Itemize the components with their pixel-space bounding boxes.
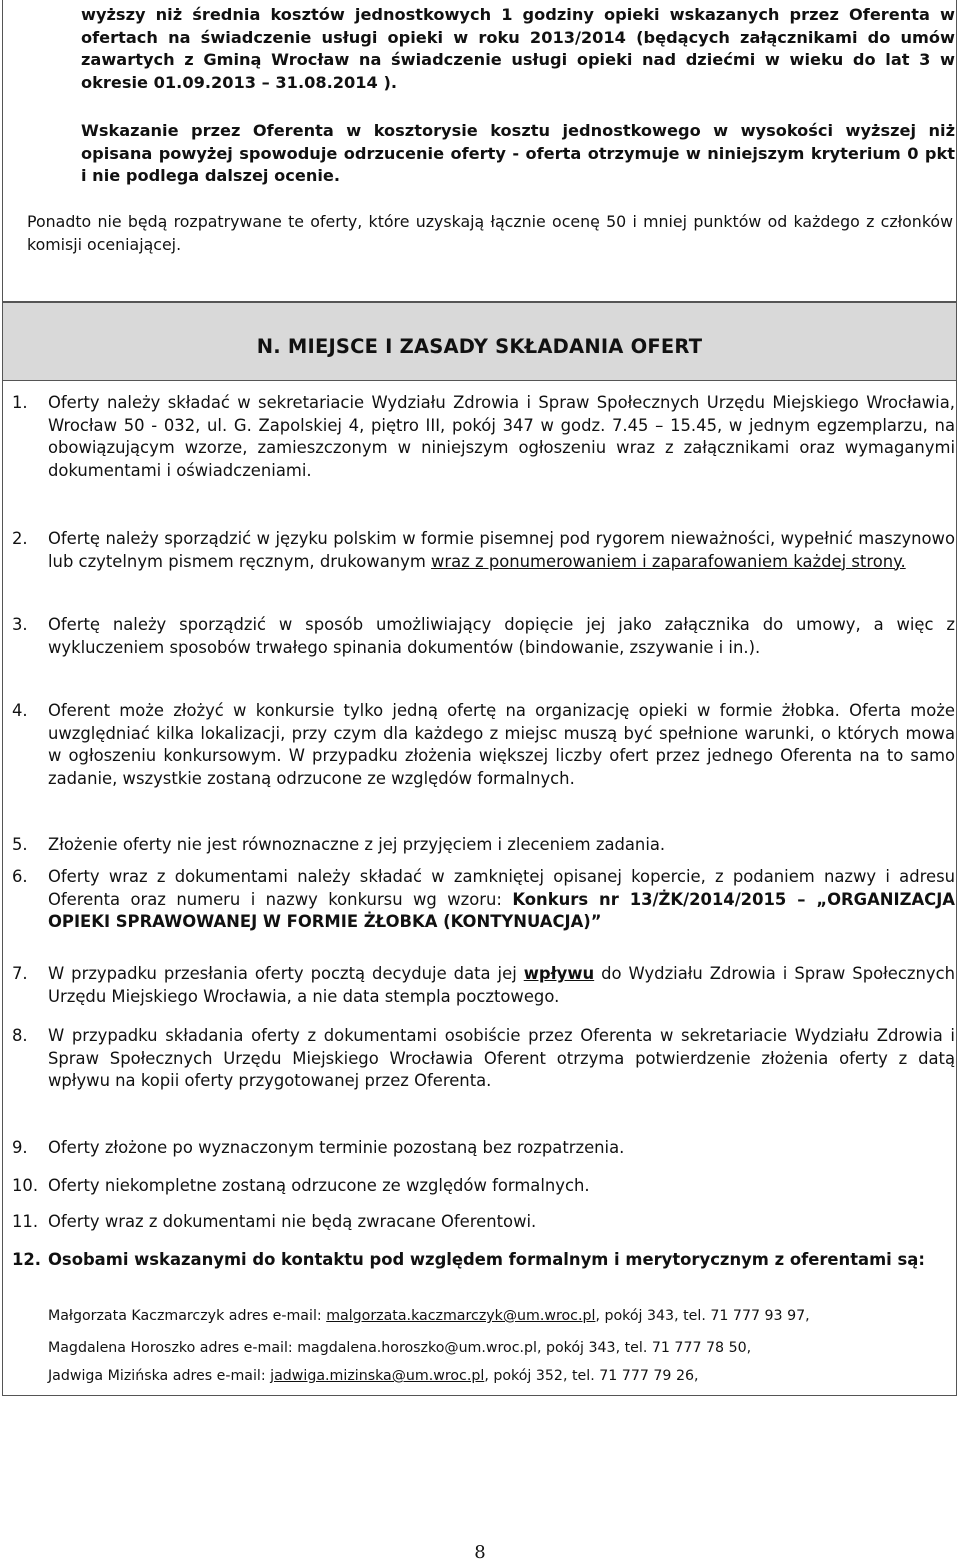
contact-details: , pokój 352, tel. 71 777 79 26,	[484, 1368, 699, 1384]
list-item-2	[12, 528, 955, 573]
item-text-part: Oferty wraz z dokumentami należy składać w zamkniętej opisanej kopercie, z podaniem nazwy i adresu Oferenta oraz numeru i nazwy konkursu wg wzoru:	[48, 867, 955, 909]
item-number: 6.	[12, 867, 28, 886]
item-number: 3.	[12, 615, 28, 634]
list-item-1	[12, 392, 955, 482]
section-n-box	[2, 302, 957, 1396]
item-text: Oferty złożone po wyznaczonym terminie pozostaną bez rozpatrzenia.	[48, 1138, 625, 1157]
list-item-9	[12, 1137, 955, 1160]
item-text: Złożenie oferty nie jest równoznaczne z jej przyjęciem i zleceniem zadania.	[48, 835, 666, 854]
item-number: 5.	[12, 835, 28, 854]
item-number: 10.	[12, 1176, 39, 1195]
section-title: N. MIEJSCE I ZASADY SKŁADANIA OFERT	[256, 335, 703, 358]
section-header	[3, 303, 956, 381]
item-text: Oferty należy składać w sekretariacie Wydziału Zdrowia i Spraw Społecznych Urzędu Miejskiego Wrocławia, Wrocław 50 - 032, ul. G. Zapolskiej 4, piętro III, pokój 347 w godz. 7.45 – 15.45, w jednym egzemplarzu, na obowiązującym wzorze, zamieszczonym w niniejszym ogłoszeniu wraz z załącznikami oraz wymaganymi dokumentami i oświadczeniami.	[48, 393, 955, 480]
email-link[interactable]: jadwiga.mizinska@um.wroc.pl	[270, 1368, 485, 1384]
list-item-11	[12, 1211, 955, 1234]
item-text: W przypadku składania oferty z dokumentami osobiście przez Oferenta w sekretariacie Wydziału Zdrowia i Spraw Społecznych Urzędu Miejskiego Wrocławia Oferent otrzyma potwierdzenie złożenia oferty z datą wpływu na kopii oferty przygotowanej przez Oferenta.	[48, 1026, 955, 1090]
list-item-6	[12, 866, 955, 934]
item-text-part: Ofertę należy sporządzić w języku polskim w formie pisemnej pod rygorem nieważności, wypełnić maszynowo lub czytelnym pismem ręcznym, drukowanym	[48, 529, 955, 571]
item-number: 9.	[12, 1138, 28, 1157]
contact-line	[48, 1368, 699, 1384]
list-item-7	[12, 963, 955, 1008]
list-item-8	[12, 1025, 955, 1093]
list-item-5	[12, 834, 955, 857]
item-number: 11.	[12, 1212, 39, 1231]
criteria-box	[2, 0, 957, 302]
criteria-rejection-paragraph: Wskazanie przez Oferenta w kosztorysie kosztu jednostkowego w wysokości wyższej niż opisana powyżej spowoduje odrzucenie oferty - oferta otrzymuje w niniejszym kryterium 0 pkt i nie podlega dalszej ocenie.	[81, 121, 955, 185]
item-text-part: do Wydziału Zdrowia i Spraw Społecznych Urzędu Miejskiego Wrocławia, a nie data stempla pocztowego.	[48, 964, 955, 1006]
contest-name: Konkurs nr 13/ŻK/2014/2015 – „ORGANIZACJA OPIEKI SPRAWOWANEJ W FORMIE ŻŁOBKA (KONTYNUACJA)”	[48, 889, 955, 931]
item-number: 8.	[12, 1026, 28, 1045]
list-item-10	[12, 1175, 955, 1198]
page-number: 8	[474, 1542, 486, 1563]
item-number: 4.	[12, 701, 28, 720]
email-text: magdalena.horoszko@um.wroc.pl	[297, 1340, 537, 1356]
item-text	[48, 866, 955, 934]
contact-line	[48, 1340, 751, 1356]
list-item-12	[12, 1249, 955, 1272]
item-text-underlined: wraz z ponumerowaniem i zaparafowaniem każdej strony.	[431, 551, 906, 571]
item-number: 7.	[12, 964, 28, 983]
contact-details: , pokój 343, tel. 71 777 93 97,	[595, 1308, 810, 1324]
contact-name: Jadwiga Mizińska adres e-mail:	[48, 1368, 271, 1384]
item-text: Oferty wraz z dokumentami nie będą zwracane Oferentowi.	[48, 1212, 537, 1231]
email-link[interactable]: malgorzata.kaczmarczyk@um.wroc.pl	[326, 1308, 596, 1324]
item-text: Oferent może złożyć w konkursie tylko jedną ofertę na organizację opieki w formie żłobka. Oferta może uwzględniać kilka lokalizacji, przy czym dla każdego z miejsc muszą być spełnione warunki, o których mowa w ogłoszeniu konkursowym. W przypadku złożenia większej liczby ofert przez jednego Oferenta na to samo zadanie, wszystkie zostaną odrzucone ze względów formalnych.	[48, 701, 955, 788]
item-text-emphasis: wpływu	[523, 964, 595, 983]
item-text	[48, 528, 955, 573]
item-text: Oferty niekompletne zostaną odrzucone ze względów formalnych.	[48, 1176, 590, 1195]
list-item-3	[12, 614, 955, 659]
list-item-4	[12, 700, 955, 790]
criteria-threshold-paragraph: Ponadto nie będą rozpatrywane te oferty, które uzyskają łącznie ocenę 50 i mniej punktów od każdego z członków komisji oceniającej.	[27, 212, 953, 254]
item-number: 1.	[12, 393, 28, 412]
contact-details: , pokój 343, tel. 71 777 78 50,	[536, 1340, 752, 1356]
item-number: 2.	[12, 529, 28, 548]
item-text: Ofertę należy sporządzić w sposób umożliwiający dopięcie jej jako załącznika do umowy, a więc z wykluczeniem sposobów trwałego spinania dokumentów (bindowanie, zszywanie i in.).	[48, 615, 955, 657]
contact-line	[48, 1308, 810, 1324]
item-text: Osobami wskazanymi do kontaktu pod względem formalnym i merytorycznym z oferentami są:	[48, 1250, 925, 1269]
item-text-part: W przypadku przesłania oferty pocztą decyduje data jej	[48, 964, 524, 983]
criteria-cost-paragraph: wyższy niż średnia kosztów jednostkowych 1 godziny opieki wskazanych przez Oferenta w ofertach na świadczenie usługi opieki w roku 2013/2014 (będących załącznikami do umów zawartych z Gminą Wrocław na świadczenie usługi opieki nad dziećmi w wieku do lat 3 w okresie 01.09.2013 – 31.08.2014 ).	[81, 5, 955, 92]
contact-name: Magdalena Horoszko adres e-mail:	[48, 1340, 298, 1356]
contact-name: Małgorzata Kaczmarczyk adres e-mail:	[48, 1308, 327, 1324]
item-number: 12.	[12, 1250, 42, 1269]
item-text	[48, 963, 955, 1008]
